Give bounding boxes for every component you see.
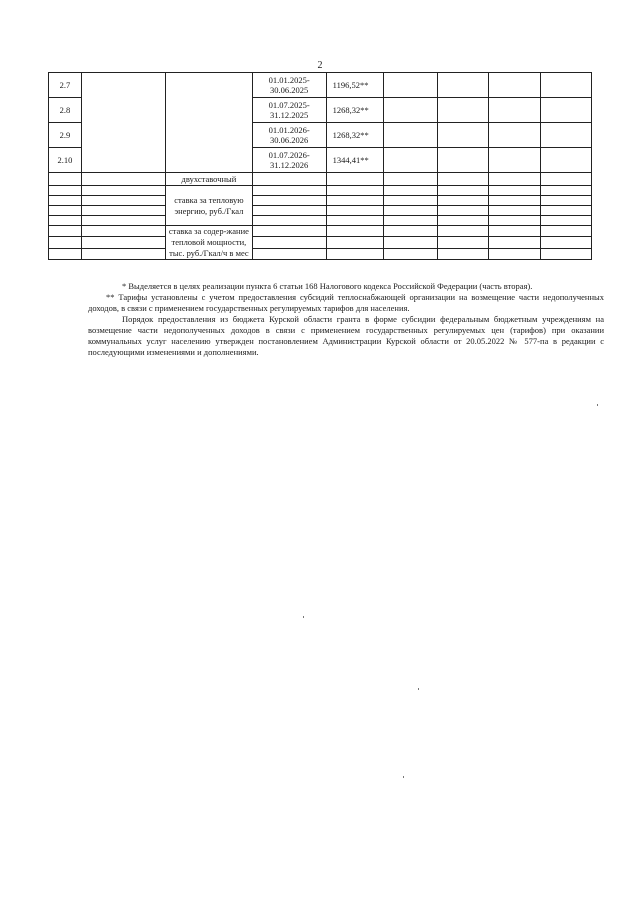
table-row <box>49 248 592 259</box>
tariff-value: 1344,41** <box>326 148 384 173</box>
footnotes <box>88 281 604 358</box>
table-row <box>49 226 592 237</box>
scan-speck <box>418 688 419 690</box>
period-start: 01.01.2025- <box>268 75 310 85</box>
table-row <box>49 216 592 226</box>
table-row <box>49 206 592 216</box>
period-end: 31.12.2025 <box>270 110 309 120</box>
period-end: 30.06.2026 <box>270 135 309 145</box>
tariff-value: 1268,32** <box>326 123 384 148</box>
tariff-value: 1196,52** <box>326 73 384 98</box>
merged-cell <box>166 73 252 173</box>
two-part-label: двухставочный <box>166 173 252 186</box>
period-end: 30.06.2025 <box>270 85 309 95</box>
tariff-table <box>48 72 592 260</box>
period-start: 01.07.2026- <box>268 150 310 160</box>
scan-speck <box>303 616 304 618</box>
row-number: 2.8 <box>49 98 82 123</box>
table-row <box>49 237 592 248</box>
period-cell <box>252 73 326 98</box>
period-cell <box>252 148 326 173</box>
tariff-value: 1268,32** <box>326 98 384 123</box>
period-start: 01.01.2026- <box>268 125 310 135</box>
merged-cell <box>81 73 165 173</box>
scan-speck <box>597 404 598 406</box>
period-start: 01.07.2025- <box>268 100 310 110</box>
row-number: 2.7 <box>49 73 82 98</box>
row-number: 2.10 <box>49 148 82 173</box>
grant-procedure-paragraph: Порядок предоставления из бюджета Курской области гранта в форме субсидии федеральным бюджетным учреждениям на возмещение части недополученных доходов в связи с применением государственных регулируемых цен (тарифов) при оказании коммунальных услуг населению утвержден постановлением Администрации Курской области от 20.05.2022 № 577-па в редакции с последующими изменениями и дополнениями. <box>88 314 604 357</box>
footnote-subsidy: ** Тарифы установлены с учетом предоставления субсидий теплоснабжающей организации на возмещение части недополученных доходов, в связи с применением государственных регулируемых тарифов для населения. <box>88 292 604 313</box>
table-row <box>49 186 592 196</box>
table-row <box>49 196 592 206</box>
scan-speck <box>403 776 404 778</box>
page-number: 2 <box>317 60 323 71</box>
period-cell <box>252 98 326 123</box>
period-end: 31.12.2026 <box>270 160 309 170</box>
footnote-vat: * Выделяется в целях реализации пункта 6 статьи 168 Налогового кодекса Российской Федерации (часть вторая). <box>122 281 533 291</box>
period-cell <box>252 123 326 148</box>
table-row <box>49 73 592 98</box>
capacity-rate-label: ставка за содер-жание тепловой мощности, тыс. руб./Гкал/ч в мес <box>166 226 252 260</box>
row-number: 2.9 <box>49 123 82 148</box>
energy-rate-label: ставка за тепловую энергию, руб./Гкал <box>166 186 252 226</box>
table-row <box>49 173 592 186</box>
